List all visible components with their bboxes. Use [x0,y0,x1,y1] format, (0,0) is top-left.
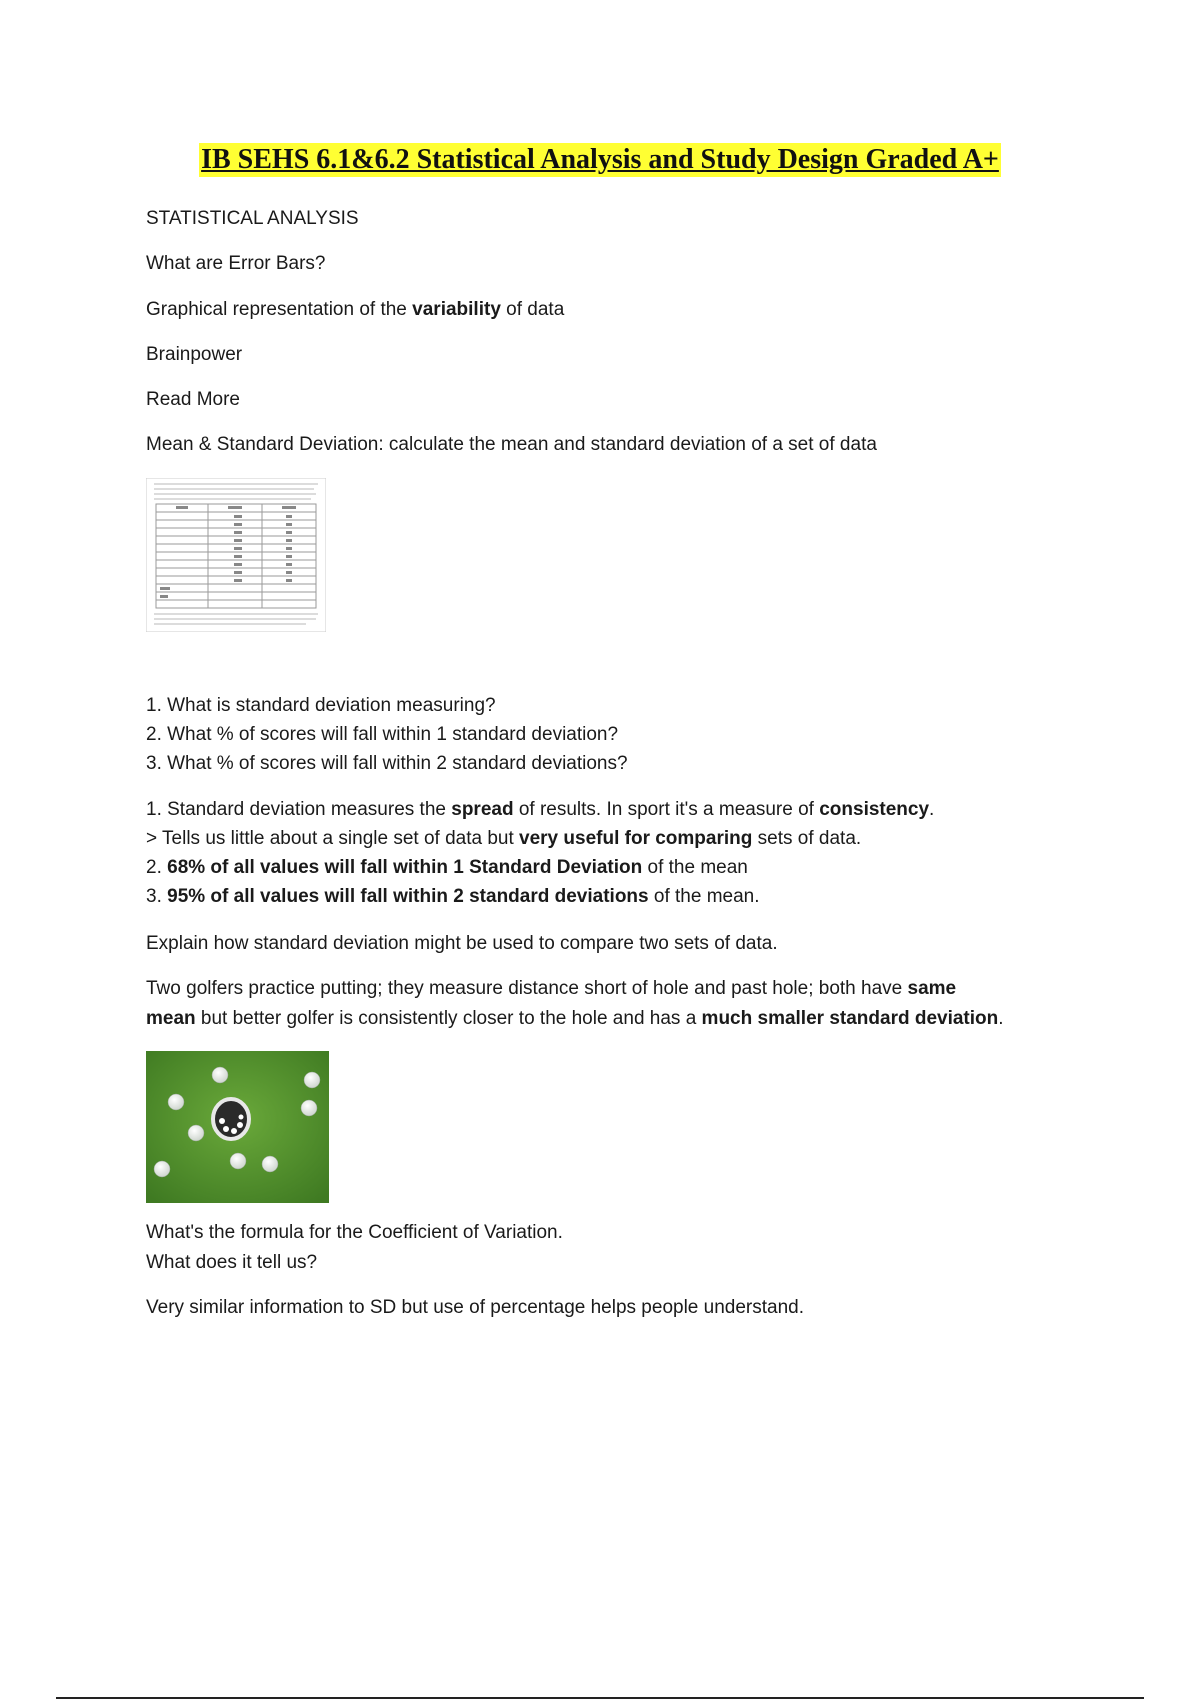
title-wrap [0,143,1200,177]
answer-compare-line-2: mean but better golfer is consistently closer to the hole and has a much smaller standard deviation. [146,1008,1004,1029]
question-compare: Explain how standard deviation might be used to compare two sets of data. [146,933,778,954]
answer-2: 2. 68% of all values will fall within 1 Standard Deviation of the mean [146,857,748,878]
question-error-bars: What are Error Bars? [146,253,326,274]
question-cov-formula: What's the formula for the Coefficient of Variation. [146,1222,563,1243]
answer-cov: Very similar information to SD but use of percentage helps people understand. [146,1297,804,1318]
question-1: 1. What is standard deviation measuring? [146,695,496,716]
read-more-link[interactable]: Read More [146,389,240,410]
page-divider [56,1697,1144,1699]
answer-1: 1. Standard deviation measures the spread of results. In sport it's a measure of consistency. [146,799,935,820]
brainpower-label: Brainpower [146,344,243,365]
answer-error-bars: Graphical representation of the variability of data [146,299,565,320]
answer-3: 3. 95% of all values will fall within 2 standard deviations of the mean. [146,886,760,907]
golf-balls-image [146,1051,329,1203]
section-heading: STATISTICAL ANALYSIS [146,208,359,229]
question-3: 3. What % of scores will fall within 2 standard deviations? [146,753,628,774]
question-cov-meaning: What does it tell us? [146,1252,318,1273]
question-2: 2. What % of scores will fall within 1 standard deviation? [146,724,619,745]
page-title: IB SEHS 6.1&6.2 Statistical Analysis and Study Design Graded A+ [201,144,999,175]
answer-1-note: > Tells us little about a single set of data but very useful for comparing sets of data. [146,828,862,849]
data-table-image [146,478,326,632]
answer-compare-line-1: Two golfers practice putting; they measure distance short of hole and past hole; both have same [146,978,957,999]
mean-sd-prompt: Mean & Standard Deviation: calculate the mean and standard deviation of a set of data [146,434,877,455]
